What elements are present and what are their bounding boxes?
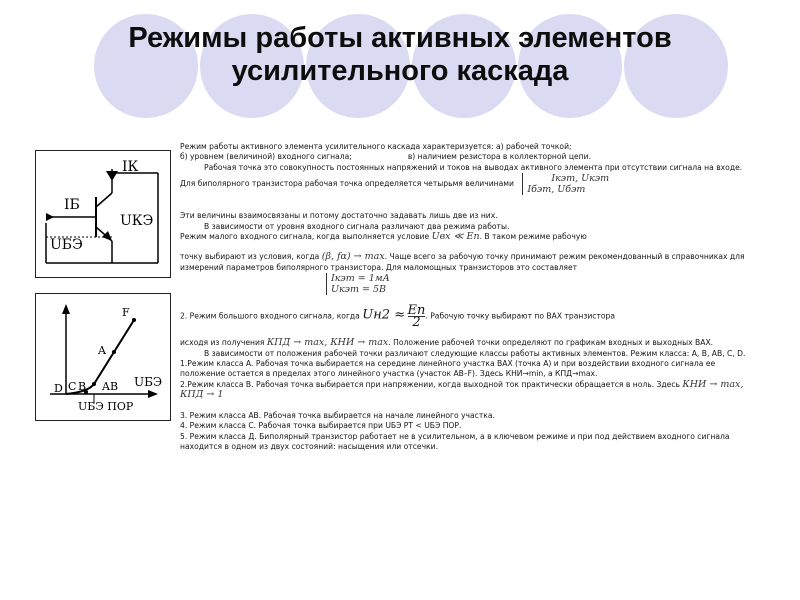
label-d: D xyxy=(54,382,63,395)
label-ube-axis: UБЭ xyxy=(134,375,163,389)
slide-body-text xyxy=(180,142,752,452)
label-f: F xyxy=(122,306,130,319)
slide-title xyxy=(60,22,740,88)
formula-max: КПД → max, КНИ → max xyxy=(266,337,389,349)
para-4: В зависимости от уровня входного сигнала различают два режима работы. xyxy=(204,221,510,231)
label-ube: UБЭ xyxy=(50,237,83,253)
label-c: C xyxy=(68,380,77,393)
para-13: 4. Режим класса C. Рабочая точка выбирается при UБЭ РТ < UБЭ ПОР. xyxy=(180,421,462,431)
para-12: 3. Режим класса AB. Рабочая точка выбирается на начале линейного участка. xyxy=(180,410,495,420)
iv-plot-svg xyxy=(36,294,170,420)
para-11: 2.Режим класса B. Рабочая точка выбирается при напряжении, когда выходной ток практически обращается в ноль. Здесь КНИ → max, КПД → 1 xyxy=(180,378,744,401)
para-3: Эти величины взаимосвязаны и потому достаточно задавать лишь две из них. xyxy=(180,211,498,221)
label-b: B xyxy=(78,380,87,393)
para-10: 1.Режим класса A. Рабочая точка выбирается на середине линейного участка ВАХ (точка А) и при воздействии входного сигнала ее положение остается в пределах этого линейного участка (участок АВ–F). Здесь КНИ→min, а КПД→max. xyxy=(180,359,716,379)
label-ab: AB xyxy=(102,380,119,393)
formula-u: Uн2 ≈ xyxy=(362,307,406,323)
typical-values: Iкэт = 1мА Uкэт = 5В xyxy=(180,273,752,295)
para-5: Режим малого входного сигнала, когда выполняется условие Uвх ≪ Eп. В таком режиме рабочую xyxy=(180,231,587,243)
transistor-svg xyxy=(36,151,170,277)
para-2: Рабочая точка это совокупность постоянных напряжений и токов на выводах активного элемента при отсутствии сигнала на входе. Для биполярного транзистора рабочая точка определяется четырьмя величинами Iкэт, Uкэт Iбэт, Uбэт xyxy=(180,162,743,196)
title-line-2: усилительного каскада xyxy=(231,55,569,87)
formula-frac: $\frac{Eп}{2}$ xyxy=(407,303,426,331)
para-1: Режим работы активного элемента усилительного каскада характеризуется: а) рабочей точкой; xyxy=(180,142,572,151)
quad-formula: Iкэт, Uкэт Iбэт, Uбэт xyxy=(522,173,609,195)
formula-cond: Uвх ≪ Eп xyxy=(431,231,480,243)
label-a: A xyxy=(98,344,106,357)
para-1b xyxy=(180,152,752,162)
formula-b: КНИ → max, КПД → 1 xyxy=(180,378,744,401)
para-14: 5. Режим класса Д. Биполярный транзистор работает не в усилительном, а в ключевом режиме и при под действием входного сигнала находится в одном из двух состояний: насыщения или отсечки. xyxy=(180,431,730,451)
formula-beta: (β, fα) → max xyxy=(321,251,385,263)
title-line-1: Режимы работы активных элементов xyxy=(128,22,672,54)
para-1b-b: в) наличием резистора в коллекторной цепи. xyxy=(407,152,592,162)
transistor-diagram xyxy=(35,150,171,278)
para-9: В зависимости от положения рабочей точки различают следующие классы работы активных элементов. Режим класса: A, B, AB, C, D. xyxy=(204,348,746,358)
label-uke: UКЭ xyxy=(120,213,154,229)
label-ube-por: UБЭ ПОР xyxy=(78,400,134,413)
iv-characteristic-plot xyxy=(35,293,171,421)
label-ib: IБ xyxy=(64,197,80,213)
para-7: 2. Режим большого входного сигнала, когда Uн2 ≈ $\frac{Eп}{2}$ . Рабочую точку выбирают по ВАХ транзистора xyxy=(180,303,616,331)
para-8: исходя из получения КПД → max, КНИ → max. Положение рабочей точки определяют по графикам входных и выходных ВАХ. xyxy=(180,337,714,349)
para-6: точку выбирают из условия, когда (β, fα) → max. Чаще всего за рабочую точку принимают режим рекомендованный в справочниках для измерений параметров биполярного транзистора. Для маломощных транзисторов это составляет xyxy=(180,251,745,272)
label-ik: IК xyxy=(122,159,139,175)
para-1b-a: б) уровнем (величиной) входного сигнала; xyxy=(180,152,352,162)
